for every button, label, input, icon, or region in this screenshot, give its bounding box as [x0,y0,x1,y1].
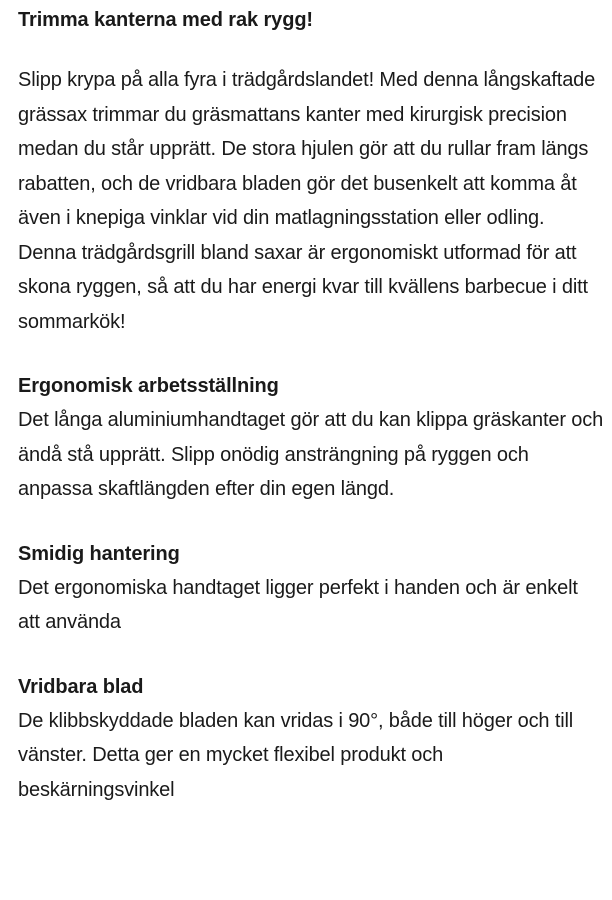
feature-body: Det långa aluminiumhandtaget gör att du kan klippa gräskanter och ändå stå upprätt. Slipp onödig ansträngning på ryggen och anpassa skaftlängden efter din egen längd. [18,409,604,500]
feature-heading: Vridbara blad [18,675,144,698]
feature-body: De klibbskyddade bladen kan vridas i 90°, både till höger och till vänster. Detta ger en mycket flexibel produkt och beskärningsvinkel [18,709,574,801]
page-title: Trimma kanterna med rak rygg! [18,9,313,31]
product-description [18,0,604,807]
feature-heading: Smidig hantering [18,542,180,565]
feature-section-handling [18,537,604,640]
feature-section-ergonomics [18,369,604,507]
feature-heading: Ergonomisk arbetsställning [18,375,279,397]
intro-paragraph: Slipp krypa på alla fyra i trädgårdslandet! Med denna långskaftade grässax trimmar du gräsmattans kanter med kirurgisk precision medan du står upprätt. De stora hjulen gör att du rullar fram längs rabatten, och de vridbara bladen gör det busenkelt att komma åt även i knepiga vinklar vid din matlagningsstation eller odling. Denna trädgårdsgrill bland saxar är ergonomiskt utformad för att skona ryggen, så att du har energi kvar till kvällens barbecue i ditt sommarkök! [18,69,596,333]
feature-body: Det ergonomiska handtaget ligger perfekt i handen och är enkelt att använda [18,576,578,633]
feature-section-blades [18,670,604,808]
